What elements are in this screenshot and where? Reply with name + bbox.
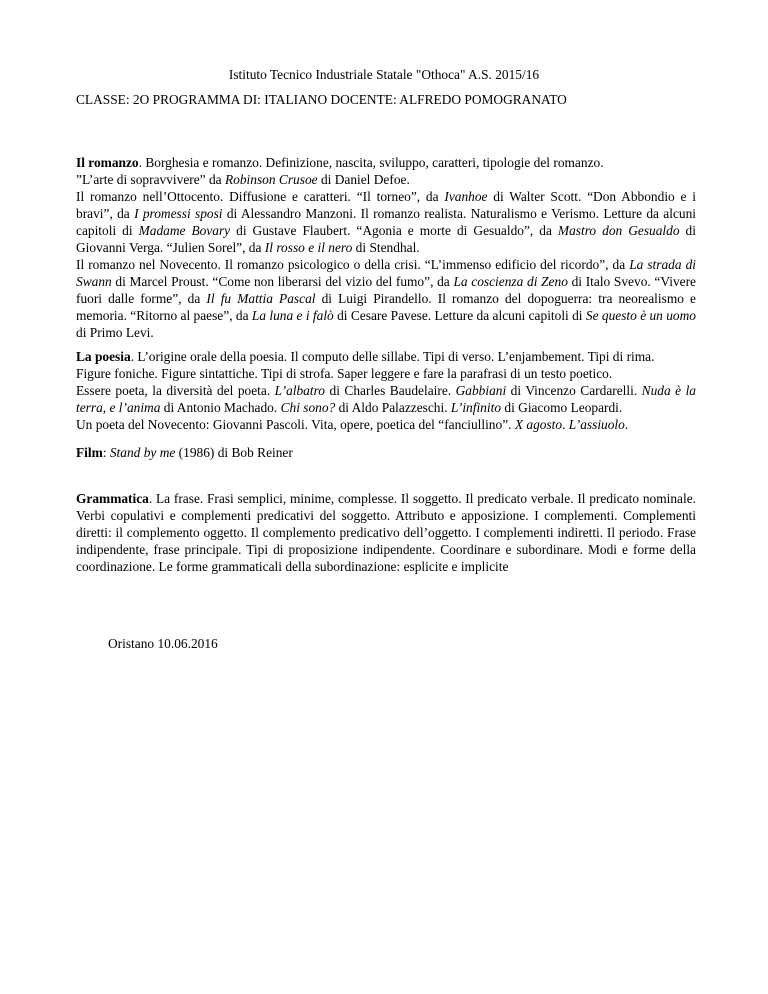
work-title: Gabbiani <box>455 383 507 398</box>
text-run: : <box>102 445 110 460</box>
text-run: Il romanzo nel Novecento. Il romanzo psicologico o della crisi. “L’immenso edificio del ricordo”, da <box>76 257 630 272</box>
text-run: . <box>624 417 629 432</box>
text-run: di Charles Baudelaire. <box>325 383 456 398</box>
text-run: di Antonio Machado. <box>160 400 281 415</box>
section-grammatica <box>76 490 696 575</box>
work-title: Il rosso e il nero <box>264 240 353 255</box>
poesia-paragraph <box>76 365 696 382</box>
text-run: Il romanzo nell’Ottocento. Diffusione e caratteri. “Il torneo”, da <box>76 189 445 204</box>
work-title: Mastro don Gesualdo <box>557 223 680 238</box>
poesia-paragraph <box>76 416 696 433</box>
work-title: Il fu Mattia Pascal <box>206 291 316 306</box>
work-title: La luna e i falò <box>251 308 334 323</box>
text-run: di Luigi Pirandello. Il romanzo del dopoguerra: tra neorealismo e memoria. “Ritorno al paese”, da <box>76 291 696 323</box>
text-run: di Daniel Defoe. <box>317 172 410 187</box>
text-run: ”L’arte di sopravvivere” da <box>76 172 225 187</box>
text-run: di Giacomo Leopardi. <box>501 400 623 415</box>
text-run: di Cesare Pavese. Letture da alcuni capitoli di <box>333 308 586 323</box>
work-title: I promessi sposi <box>134 206 223 221</box>
text-run: di Stendhal. <box>352 240 420 255</box>
work-title: Se questo è un uomo <box>585 308 696 323</box>
text-run: di Vincenzo Cardarelli. <box>506 383 642 398</box>
work-title: Madame Bovary <box>138 223 231 238</box>
text-run: . Borghesia e romanzo. Definizione, nascita, sviluppo, caratteri, tipologie del romanzo. <box>138 155 604 170</box>
work-title: Nuda è la terra, e l’anima <box>76 383 697 415</box>
grammatica-paragraph <box>76 490 696 575</box>
film-paragraph <box>76 444 696 461</box>
romanzo-paragraph <box>76 188 696 256</box>
section-poesia <box>76 348 696 433</box>
section-title: Il romanzo <box>76 155 139 170</box>
work-title: Robinson Crusoe <box>224 172 318 187</box>
text-run: di Alessandro Manzoni. Il romanzo realista. Naturalismo e Verismo. Letture da alcuni capitoli di <box>76 206 696 238</box>
poesia-paragraph <box>76 382 696 416</box>
school-header: Istituto Tecnico Industriale Statale "Othoca" A.S. 2015/16 <box>228 67 540 82</box>
work-title: La strada di Swann <box>76 257 697 289</box>
romanzo-paragraph <box>76 256 696 341</box>
text-run: . L’origine orale della poesia. Il computo delle sillabe. Tipi di verso. L’enjambement. Tipi di rima. <box>130 349 655 364</box>
section-film <box>76 444 696 461</box>
text-run: Essere poeta, la diversità del poeta. <box>76 383 275 398</box>
text-run: di Marcel Proust. “Come non liberarsi del vizio del fumo”, da <box>111 274 454 289</box>
work-title: La coscienza di Zeno <box>453 274 568 289</box>
text-run: di Walter Scott. “Don Abbondio e i bravi”, da <box>76 189 696 221</box>
text-run: di Aldo Palazzeschi. <box>335 400 451 415</box>
section-title: Grammatica <box>76 491 149 506</box>
work-title: X agosto <box>514 417 563 432</box>
text-run: di Giovanni Verga. “Julien Sorel”, da <box>76 223 696 255</box>
work-title: Chi sono? <box>280 400 336 415</box>
section-romanzo <box>76 154 696 341</box>
text-run: Figure foniche. Figure sintattiche. Tipi di strofa. Saper leggere e fare la parafrasi di un testo poetico. <box>76 366 613 381</box>
text-run: Un poeta del Novecento: Giovanni Pascoli. Vita, opere, poetica del “fanciullino”. <box>76 417 515 432</box>
work-title: L’albatro <box>274 383 326 398</box>
romanzo-paragraph <box>76 171 696 188</box>
place-date: Oristano 10.06.2016 <box>108 636 218 651</box>
romanzo-paragraph <box>76 154 696 171</box>
text-run: (1986) di Bob Reiner <box>175 445 293 460</box>
class-program-line: CLASSE: 2O PROGRAMMA DI: ITALIANO DOCENTE: ALFREDO POMOGRANATO <box>76 92 567 107</box>
work-title: Ivanhoe <box>444 189 488 204</box>
work-title: L’assiuolo <box>568 417 625 432</box>
work-title: L’infinito <box>450 400 502 415</box>
text-run: . <box>562 417 569 432</box>
text-run: di Italo Svevo. “Vivere fuori dalle forme”, da <box>76 274 696 306</box>
work-title: Stand by me <box>109 445 176 460</box>
section-title: Film <box>76 445 103 460</box>
poesia-paragraph <box>76 348 696 365</box>
text-run: di Gustave Flaubert. “Agonia e morte di Gesualdo”, da <box>230 223 558 238</box>
text-run: di Primo Levi. <box>76 325 154 340</box>
text-run: . La frase. Frasi semplici, minime, complesse. Il soggetto. Il predicato verbale. Il predicato nominale. Verbi copulativi e complementi predicativi del soggetto. Attributo e apposizione. I complementi. Complementi diretti: il complemento oggetto. Il complemento predicativo dell’oggetto. I complementi indiretti. Il periodo. Frase indipendente, frase principale. Tipi di proposizione indipendente. Coordinare e subordinare. Modi e forme della coordinazione. Le forme grammaticali della subordinazione: esplicite e implicite <box>76 491 696 574</box>
section-title: La poesia <box>76 349 131 364</box>
